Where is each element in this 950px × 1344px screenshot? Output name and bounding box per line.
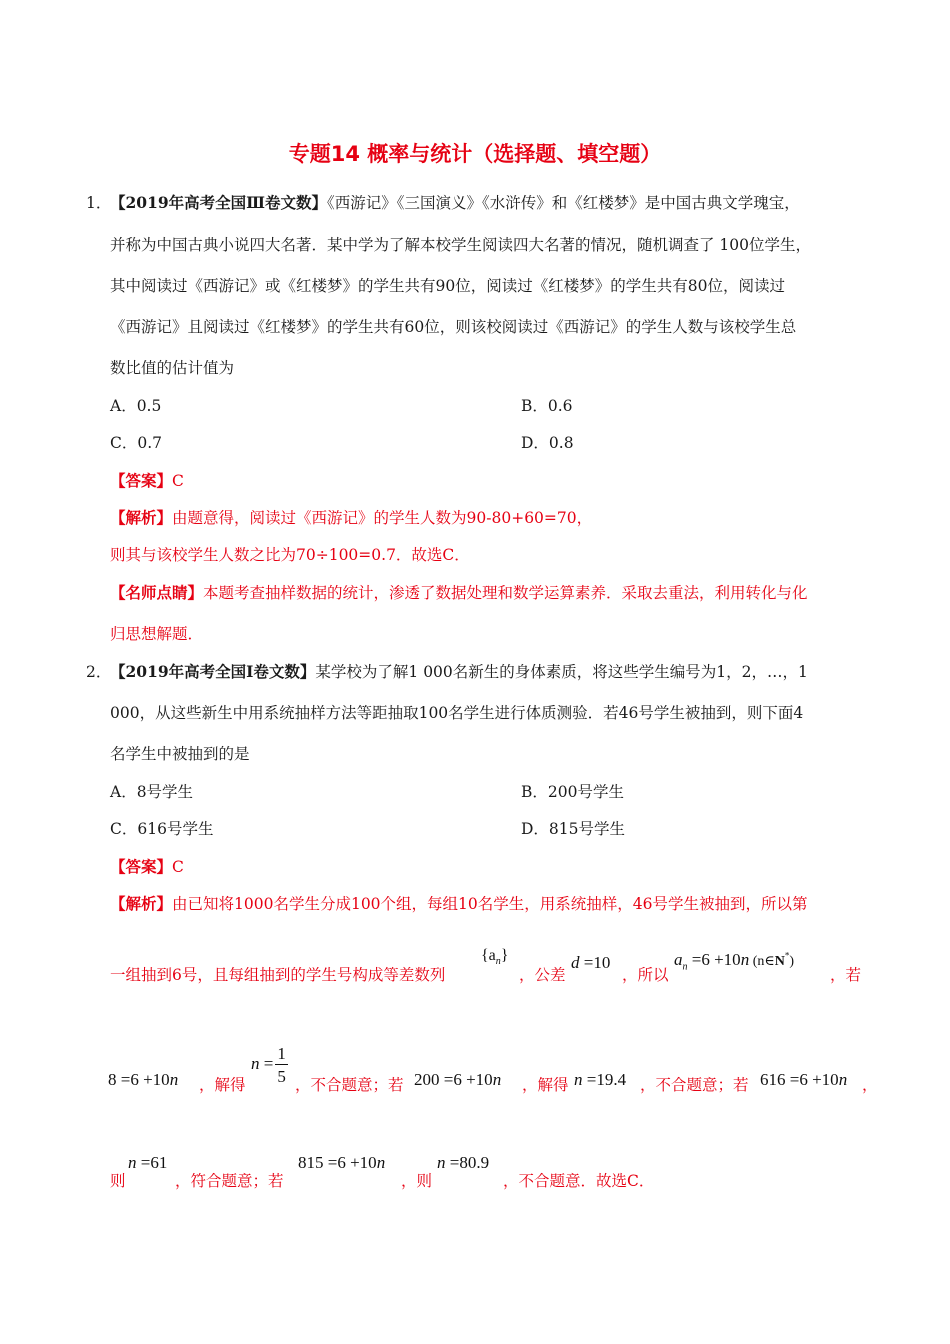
analysis-line-3-text-1: ，解得	[199, 1076, 246, 1094]
question-1-line-3: 其中阅读过《西游记》或《红楼梦》的学生共有90位，阅读过《红楼梦》的学生共有80位，阅读过	[110, 277, 785, 295]
equation-616: 616 =6 +10n	[760, 1070, 848, 1089]
question-2-option-d: D．815号学生	[521, 820, 626, 838]
equation-8: 8 =6 +10n	[108, 1070, 179, 1089]
question-1-tip-line-2: 归思想解题．	[110, 625, 204, 643]
analysis-line-4-text-1: 则	[110, 1172, 126, 1190]
analysis-line-3-text-2: ，不合题意；若	[295, 1076, 404, 1094]
analysis-line-2-text-3: ，所以	[622, 966, 669, 984]
solution-61: n =61	[128, 1153, 168, 1172]
solution-80-9: n =80.9	[437, 1153, 490, 1172]
question-1-line-1: 【2019年高考全国Ⅲ卷文数】《西游记》《三国演义》《水浒传》和《红楼梦》是中国古典文学瑰宝，	[110, 193, 800, 212]
question-2-answer: 【答案】C	[110, 857, 184, 876]
question-2-line-3: 名学生中被抽到的是	[110, 745, 250, 763]
question-1-option-c: C．0.7	[110, 434, 163, 452]
question-1-line-2: 并称为中国古典小说四大名著．某中学为了解本校学生阅读四大名著的情况，随机调查了 100位学生，	[110, 236, 812, 254]
equation-815: 815 =6 +10n	[298, 1153, 386, 1172]
question-1-tip-line-1: 【名师点睛】本题考查抽样数据的统计，渗透了数据处理和数学运算素养．采取去重法，利用转化与化	[110, 583, 808, 602]
analysis-line-4-text-2: ，符合题意；若	[175, 1172, 284, 1190]
question-1-analysis-line-2: 则其与该校学生人数之比为70÷100=0.7．故选C．	[110, 546, 470, 564]
question-1-source: 【2019年高考全国Ⅲ卷文数】	[110, 193, 328, 212]
solution-19-4: n =19.4	[574, 1070, 627, 1089]
analysis-line-4-text-3: ，则	[401, 1172, 433, 1190]
analysis-line-2-text-2: ，公差	[519, 966, 566, 984]
page-title: 专题14 概率与统计（选择题、填空题）	[288, 142, 662, 166]
analysis-line-2-text-4: ，若	[830, 966, 862, 984]
general-term-formula: $a_n =6 +10n$ (n∈N*)	[674, 950, 795, 973]
question-1-analysis-line-1: 【解析】由题意得，阅读过《西游记》的学生人数为90-80+60=70，	[110, 508, 593, 527]
analysis-line-3-text-3: ，解得	[522, 1076, 569, 1094]
solution-fraction: n = $\frac{1}{5}$	[251, 1044, 286, 1086]
question-2-analysis-line-1: 【解析】由已知将1000名学生分成100个组，每组10名学生，用系统抽样，46号学生被抽到，所以第	[110, 894, 808, 913]
question-1-line-4: 《西游记》且阅读过《红楼梦》的学生共有60位，则该校阅读过《西游记》的学生人数与该校学生总	[110, 318, 797, 336]
analysis-line-3-text-5: ，	[862, 1076, 878, 1094]
question-1-answer: 【答案】C	[110, 471, 184, 490]
analysis-line-3-text-4: ，不合题意；若	[640, 1076, 749, 1094]
sequence-formula: $\{a_n\}$	[481, 947, 509, 968]
question-2-line-1: 【2019年高考全国Ⅰ卷文数】某学校为了解1 000名新生的身体素质，将这些学生编号为1，2，…，1	[110, 662, 808, 681]
question-1-number: 1．	[86, 194, 112, 212]
common-difference-formula: d =10	[571, 953, 611, 972]
question-1-line-5: 数比值的估计值为	[110, 359, 235, 377]
question-2-source: 【2019年高考全国Ⅰ卷文数】	[110, 662, 316, 681]
question-2-number: 2．	[86, 663, 112, 681]
question-1-option-a: A．0.5	[110, 397, 162, 415]
question-1-option-d: D．0.8	[521, 434, 574, 452]
question-2-option-a: A．8号学生	[110, 783, 194, 801]
question-2-option-b: B．200号学生	[521, 783, 624, 801]
question-2-line-2: 000，从这些新生中用系统抽样方法等距抽取100名学生进行体质测验．若46号学生被抽到，则下面4	[110, 704, 804, 722]
question-2-option-c: C．616号学生	[110, 820, 214, 838]
analysis-line-2-text-1: 一组抽到6号，且每组抽到的学生号构成等差数列	[110, 966, 446, 984]
equation-200: 200 =6 +10n	[414, 1070, 502, 1089]
question-1-option-b: B．0.6	[521, 397, 573, 415]
analysis-line-4-text-4: ，不合题意．故选C．	[503, 1172, 655, 1190]
